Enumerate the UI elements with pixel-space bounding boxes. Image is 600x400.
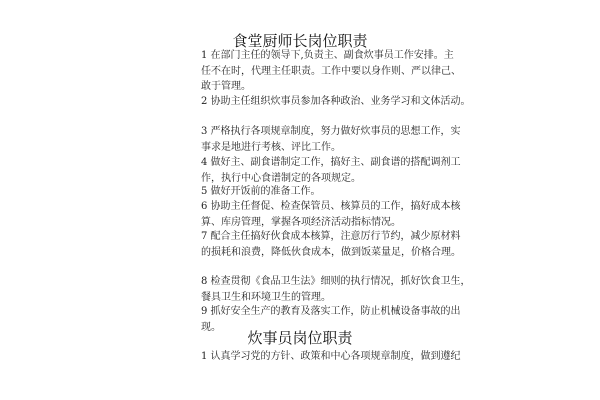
chef-duty-3-line-2: 事求是地进行考核、评比工作。 [201, 141, 341, 153]
chef-duty-1-line-3: 敢于管理。 [201, 81, 251, 92]
cook-duties-title: 炊事员岗位职责 [247, 329, 353, 347]
chef-duty-1-line-2: 任不在时，代理主任职责。工作中要以身作则、严以律己、 [201, 65, 461, 77]
chef-duties-title: 食堂厨师长岗位职责 [232, 32, 368, 50]
chef-duty-6-line-2: 算、库房管理，掌握各项经济活动指标情况。 [201, 216, 401, 228]
chef-duty-7-line-2: 的损耗和浪费，降低伙食成本，做到饭菜量足，价格合理。 [201, 246, 461, 258]
chef-duty-9-line-2: 现。 [201, 321, 221, 333]
chef-duty-5-line-1: 5 做好开饭前的准备工作。 [201, 186, 321, 197]
chef-duty-1 [201, 48, 461, 95]
chef-duty-6 [201, 199, 461, 230]
chef-duty-8 [201, 274, 471, 305]
chef-duty-4 [201, 155, 461, 186]
chef-duty-2-line-1: 2 协助主任组织炊事员参加各种政治、业务学习和文体活动。 [201, 96, 471, 107]
chef-duty-7-line-1: 7 配合主任搞好伙食成本核算，注意厉行节约，减少原材料 [201, 231, 461, 242]
chef-duty-7 [201, 229, 461, 260]
chef-duty-3-line-1: 3 严格执行各项规章制度，努力做好炊事员的思想工作，实 [201, 126, 461, 137]
chef-duty-1-line-1: 1 在部门主任的领导下,负责主、副食炊事员工作安排。主 [201, 50, 454, 61]
cook-duty-1 [201, 349, 461, 365]
chef-duty-9-line-1: 9 抓好安全生产的教育及落实工作，防止机械设备事故的出 [201, 306, 461, 317]
chef-duty-2 [201, 94, 471, 110]
chef-duty-6-line-1: 6 协助主任督促、检查保管员、核算员的工作，搞好成本核 [201, 201, 461, 212]
cook-duty-1-line-1: 1 认真学习党的方针、政策和中心各项规章制度，做到遵纪 [201, 351, 461, 362]
chef-duty-3 [201, 124, 461, 155]
chef-duty-4-line-2: 作，执行中心食谱制定的各项规定。 [201, 172, 361, 184]
chef-duty-5 [201, 184, 416, 200]
chef-duty-4-line-1: 4 做好主、副食谱制定工作，搞好主、副食谱的搭配调剂工 [201, 157, 461, 168]
chef-duty-8-line-2: 餐具卫生和环境卫生的管理。 [201, 291, 331, 303]
chef-duty-8-line-1: 8 检查贯彻《食品卫生法》细则的执行情况，抓好饮食卫生， [201, 276, 471, 287]
